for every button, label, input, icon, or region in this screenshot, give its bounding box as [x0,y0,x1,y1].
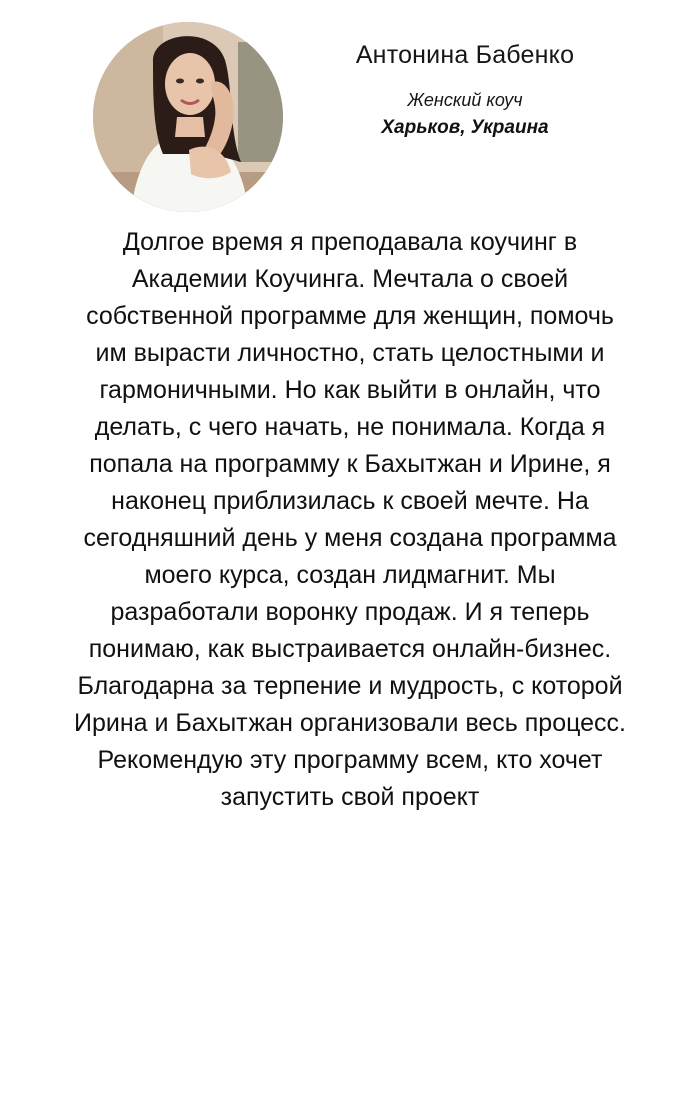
avatar-photo [93,22,283,212]
testimonial-line: им вырасти личностно, стать целостными и [95,339,605,367]
author-role: Женский коуч [407,90,523,110]
testimonial-line: понимаю, как выстраивается онлайн-бизнес. [88,635,612,663]
avatar [93,22,283,212]
testimonial-line: Рекомендую эту программу всем, кто хочет [97,746,603,774]
testimonial-line: делать, с чего начать, не понимала. Когда я [94,413,606,441]
testimonial-line: гармоничными. Но как выйти в онлайн, что [99,376,601,404]
testimonial-line: попала на программу к Бахытжан и Ирине, я [89,450,611,478]
testimonial-line: моего курса, создан лидмагнит. Мы [144,561,556,589]
testimonial-line: Благодарна за терпение и мудрость, с которой [77,672,623,700]
testimonial-line: запустить свой проект [220,783,480,811]
testimonial-line: Долгое время я преподавала коучинг в [122,228,578,256]
testimonial-text [35,224,665,816]
author-name: Антонина Бабенко [355,41,575,69]
testimonial-line: наконец приблизилась к своей мечте. На [111,487,589,515]
testimonial-line: разработали воронку продаж. И я теперь [110,598,590,626]
testimonial-line: собственной программе для женщин, помочь [86,302,614,330]
testimonial-line: сегодняшний день у меня создана программа [83,524,617,552]
testimonial-line: Ирина и Бахытжан организовали весь процесс. [74,709,626,737]
author-location: Харьков, Украина [381,117,549,138]
testimonial-line: Академии Коучинга. Мечтала о своей [131,265,569,293]
